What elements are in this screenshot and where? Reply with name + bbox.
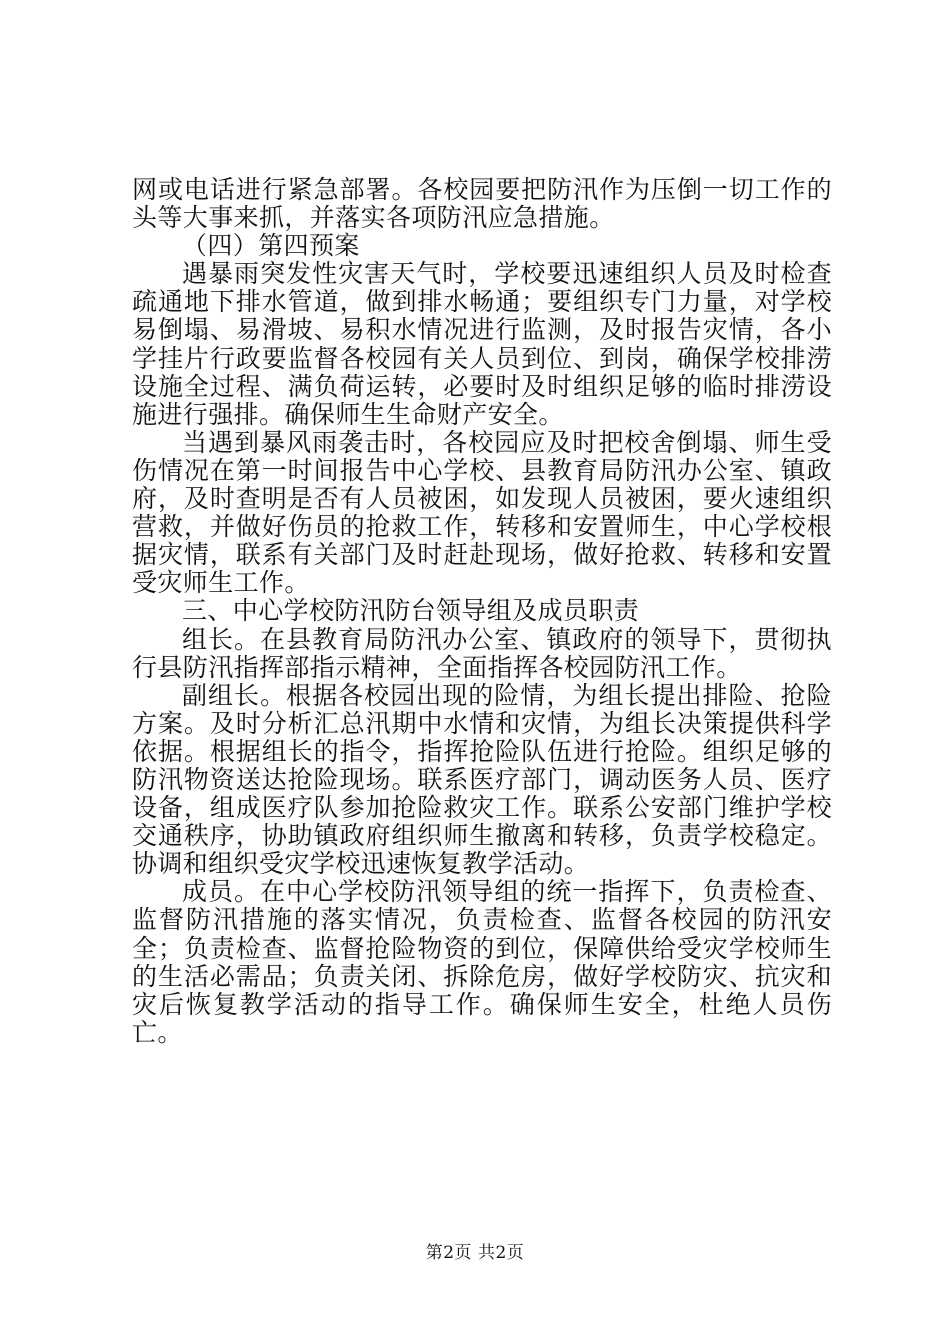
document-body — [132, 176, 832, 1047]
paragraph-leader: 组长。在县教育局防汛办公室、镇政府的领导下，贯彻执行县防汛指挥部指示精神，全面指挥各校园防汛工作。 — [132, 624, 832, 682]
heading-section-three: 三、中心学校防汛防台领导组及成员职责 — [182, 596, 640, 626]
heading-fourth-plan: （四）第四预案 — [182, 231, 360, 261]
paragraph-members: 成员。在中心学校防汛领导组的统一指挥下，负责检查、监督防汛措施的落实情况，负责检查、监督各校园的防汛安全；负责检查、监督抢险物资的到位，保障供给受灾学校师生的生活必需品；负责关闭、拆除危房，做好学校防灾、抗灾和灾后恢复教学活动的指导工作。确保师生安全，杜绝人员伤亡。 — [132, 877, 832, 1047]
paragraph-rainstorm: 遇暴雨突发性灾害天气时，学校要迅速组织人员及时检查疏通地下排水管道，做到排水畅通；要组织专门力量，对学校易倒塌、易滑坡、易积水情况进行监测，及时报告灾情，各小学挂片行政要监督各校园有关人员到位、到岗，确保学校排涝设施全过程、满负荷运转，必要时及时组织足够的临时排涝设施进行强排。确保师生生命财产安全。 — [132, 259, 832, 429]
paragraph-continuation: 网或电话进行紧急部署。各校园要把防汛作为压倒一切工作的头等大事来抓，并落实各项防汛应急措施。 — [132, 175, 832, 233]
page-number-footer: 第2页 共2页 — [425, 1243, 525, 1263]
paragraph-storm-attack: 当遇到暴风雨袭击时，各校园应及时把校舍倒塌、师生受伤情况在第一时间报告中心学校、县教育局防汛办公室、镇政府，及时查明是否有人员被困，如发现人员被困，要火速组织营救，并做好伤员的抢救工作，转移和安置师生，中心学校根据灾情，联系有关部门及时赶赴现场，做好抢救、转移和安置受灾师生工作。 — [132, 427, 832, 598]
paragraph-deputy-leader: 副组长。根据各校园出现的险情，为组长提出排险、抢险方案。及时分析汇总汛期中水情和灾情，为组长决策提供科学依据。根据组长的指令，指挥抢险队伍进行抢险。组织足够的防汛物资送达抢险现场。联系医疗部门，调动医务人员、医疗设备，组成医疗队参加抢险救灾工作。联系公安部门维护学校交通秩序，协助镇政府组织师生撤离和转移，负责学校稳定。协调和组织受灾学校迅速恢复教学活动。 — [132, 680, 832, 879]
